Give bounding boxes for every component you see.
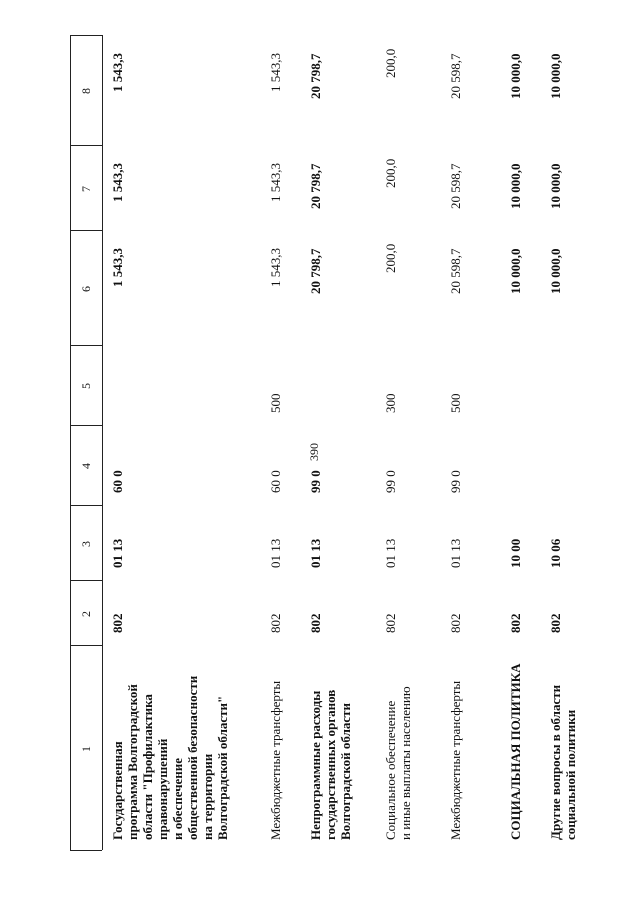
column-separator [70, 645, 102, 646]
table-cell: 01 13 [308, 538, 323, 568]
row-label: СОЦИАЛЬНАЯ ПОЛИТИКА [508, 663, 523, 840]
column-separator [70, 345, 102, 346]
table-cell: 01 13 [448, 538, 463, 568]
table-cell: 500 [268, 393, 283, 413]
table-cell: 1 543,3 [268, 248, 283, 287]
table-cell: 802 [548, 613, 563, 633]
row-label: Социальное обеспечение и иные выплаты населению [383, 686, 413, 840]
table-cell: 10 000,0 [508, 163, 523, 209]
column-header-2: 2 [79, 610, 93, 617]
table-border-bottom [70, 850, 102, 851]
table-cell: 200,0 [383, 243, 398, 273]
table-border-left [70, 35, 71, 850]
table-cell: 802 [508, 613, 523, 633]
table-cell: 1 543,3 [268, 53, 283, 92]
table-cell: 99 0 [308, 470, 323, 493]
table-cell: 01 13 [268, 538, 283, 568]
row-label: Государственная программа Волгоградской области "Профилактика правонарушений и обеспечение общественной безопасности на территории Волгоградской области" [110, 675, 230, 840]
table-cell: 802 [448, 613, 463, 633]
table-cell: 1 543,3 [268, 163, 283, 202]
table-cell: 20 798,7 [308, 53, 323, 99]
column-separator [70, 505, 102, 506]
column-separator [70, 580, 102, 581]
table-cell: 500 [448, 393, 463, 413]
table-cell: 10 000,0 [548, 248, 563, 294]
row-label: Межбюджетные трансферты [268, 680, 283, 840]
column-header-6: 6 [79, 285, 93, 292]
table-cell: 60 0 [110, 470, 125, 493]
table-cell: 200,0 [383, 48, 398, 78]
table-cell: 20 798,7 [308, 163, 323, 209]
table-cell: 802 [268, 613, 283, 633]
table-cell: 10 000,0 [508, 248, 523, 294]
table-cell: 10 000,0 [508, 53, 523, 99]
table-cell: 20 598,7 [448, 53, 463, 99]
table-cell: 1 543,3 [110, 248, 125, 287]
table-cell: 1 543,3 [110, 53, 125, 92]
column-header-4: 4 [79, 463, 93, 469]
table-cell: 01 13 [110, 538, 125, 568]
column-header-5: 5 [79, 383, 93, 389]
table-cell: 10 000,0 [548, 163, 563, 209]
table-cell: 99 0 [448, 470, 463, 493]
budget-table [70, 35, 578, 850]
table-cell: 10 00 [508, 538, 523, 568]
table-cell: 802 [383, 613, 398, 633]
table-cell: 99 0 [383, 470, 398, 493]
column-header-7: 7 [79, 185, 93, 192]
table-cell: 60 0 [268, 470, 283, 493]
table-cell: 10 000,0 [548, 53, 563, 99]
column-header-3: 3 [79, 540, 93, 547]
column-separator [70, 145, 102, 146]
row-label: Непрограммные расходы государственных органов Волгоградской области [308, 689, 353, 840]
page-number: 390 [307, 443, 321, 461]
table-cell: 20 598,7 [448, 163, 463, 209]
table-cell: 10 06 [548, 538, 563, 568]
table-cell: 300 [383, 393, 398, 413]
column-separator [70, 230, 102, 231]
column-header-1: 1 [79, 745, 93, 752]
table-cell: 200,0 [383, 158, 398, 188]
column-separator [70, 425, 102, 426]
row-label: Межбюджетные трансферты [448, 680, 463, 840]
table-cell: 20 598,7 [448, 248, 463, 294]
table-cell: 802 [308, 613, 323, 633]
table-cell: 1 543,3 [110, 163, 125, 202]
column-header-8: 8 [79, 88, 93, 94]
table-cell: 01 13 [383, 538, 398, 568]
row-label: Другие вопросы в области социальной политики [548, 684, 578, 840]
table-cell: 802 [110, 613, 125, 633]
table-cell: 20 798,7 [308, 248, 323, 294]
table-border-top [70, 35, 102, 36]
header-divider [102, 35, 103, 850]
